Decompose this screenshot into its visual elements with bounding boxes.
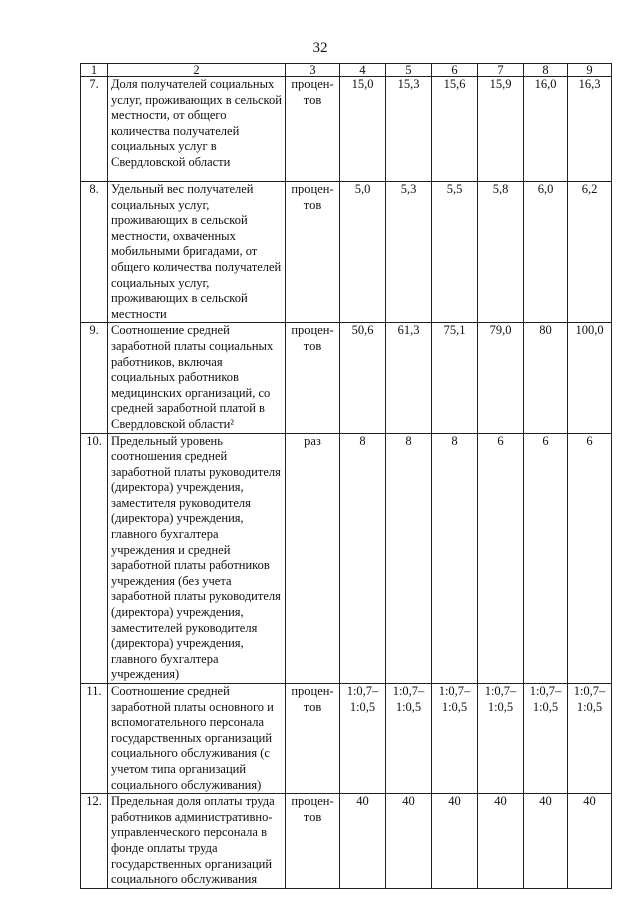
row-number: 8. bbox=[81, 182, 108, 323]
table-row bbox=[81, 794, 612, 889]
value-cell: 79,0 bbox=[478, 323, 524, 433]
table-row bbox=[81, 77, 612, 182]
value-cell: 40 bbox=[340, 794, 386, 889]
unit-cell: процен-тов bbox=[286, 182, 340, 323]
value-cell: 1:0,7– 1:0,5 bbox=[432, 684, 478, 794]
value-cell: 6,0 bbox=[524, 182, 568, 323]
value-cell: 15,9 bbox=[478, 77, 524, 182]
page-number: 32 bbox=[312, 40, 328, 56]
column-header: 7 bbox=[478, 64, 524, 77]
value-cell: 61,3 bbox=[386, 323, 432, 433]
value-cell: 6 bbox=[478, 433, 524, 684]
value-cell: 8 bbox=[386, 433, 432, 684]
value-cell: 1:0,7– 1:0,5 bbox=[568, 684, 612, 794]
value-cell: 5,8 bbox=[478, 182, 524, 323]
row-number: 7. bbox=[81, 77, 108, 182]
value-cell: 1:0,7– 1:0,5 bbox=[478, 684, 524, 794]
value-cell: 75,1 bbox=[432, 323, 478, 433]
indicator-name: Предельная доля оплаты труда работников административно-управленческого персонала в фонде оплаты труда государственных организаций социального обслуживания bbox=[108, 794, 286, 889]
value-cell: 40 bbox=[478, 794, 524, 889]
column-header: 3 bbox=[286, 64, 340, 77]
value-cell: 8 bbox=[432, 433, 478, 684]
table-row bbox=[81, 433, 612, 684]
value-cell: 6 bbox=[568, 433, 612, 684]
value-cell: 1:0,7– 1:0,5 bbox=[386, 684, 432, 794]
indicator-name: Доля получателей социальных услуг, проживающих в сельской местности, от общего количества получателей социальных услуг в Свердловской области bbox=[108, 77, 286, 182]
value-cell: 5,0 bbox=[340, 182, 386, 323]
value-cell: 15,6 bbox=[432, 77, 478, 182]
value-cell: 15,3 bbox=[386, 77, 432, 182]
column-header: 4 bbox=[340, 64, 386, 77]
value-cell: 5,3 bbox=[386, 182, 432, 323]
value-cell: 16,3 bbox=[568, 77, 612, 182]
value-cell: 6,2 bbox=[568, 182, 612, 323]
value-cell: 5,5 bbox=[432, 182, 478, 323]
indicator-name: Соотношение средней заработной платы социальных работников, включая социальных работников медицинских организаций, со средней заработной платой в Свердловской области² bbox=[108, 323, 286, 433]
column-header: 6 bbox=[432, 64, 478, 77]
value-cell: 16,0 bbox=[524, 77, 568, 182]
row-number: 11. bbox=[81, 684, 108, 794]
value-cell: 1:0,7– 1:0,5 bbox=[340, 684, 386, 794]
indicator-name: Удельный вес получателей социальных услуг, проживающих в сельской местности, охваченных мобильными бригадами, от общего количества получателей социальных услуг, проживающих в сельской местности bbox=[108, 182, 286, 323]
value-cell: 40 bbox=[432, 794, 478, 889]
row-number: 10. bbox=[81, 433, 108, 684]
column-header: 5 bbox=[386, 64, 432, 77]
indicators-table bbox=[80, 63, 612, 889]
value-cell: 1:0,7– 1:0,5 bbox=[524, 684, 568, 794]
value-cell: 50,6 bbox=[340, 323, 386, 433]
table-row bbox=[81, 684, 612, 794]
unit-cell: раз bbox=[286, 433, 340, 684]
unit-cell: процен-тов bbox=[286, 77, 340, 182]
header-row bbox=[81, 64, 612, 77]
row-number: 12. bbox=[81, 794, 108, 889]
value-cell: 40 bbox=[524, 794, 568, 889]
column-header: 8 bbox=[524, 64, 568, 77]
unit-cell: процен-тов bbox=[286, 794, 340, 889]
unit-cell: процен-тов bbox=[286, 323, 340, 433]
indicator-name: Предельный уровень соотношения средней заработной платы руководителя (директора) учреждения, заместителя руководителя (директора) учреждения, главного бухгалтера учреждения и средней заработной платы работников учреждения (без учета заработной платы руководителя (директора) учреждения, заместителей руководителя (директора) учреждения, главного бухгалтера учреждения) bbox=[108, 433, 286, 684]
row-number: 9. bbox=[81, 323, 108, 433]
value-cell: 40 bbox=[568, 794, 612, 889]
column-header: 1 bbox=[81, 64, 108, 77]
value-cell: 6 bbox=[524, 433, 568, 684]
column-header: 2 bbox=[108, 64, 286, 77]
value-cell: 100,0 bbox=[568, 323, 612, 433]
value-cell: 8 bbox=[340, 433, 386, 684]
value-cell: 80 bbox=[524, 323, 568, 433]
value-cell: 40 bbox=[386, 794, 432, 889]
table-row bbox=[81, 323, 612, 433]
column-header: 9 bbox=[568, 64, 612, 77]
table-row bbox=[81, 182, 612, 323]
value-cell: 15,0 bbox=[340, 77, 386, 182]
indicator-name: Соотношение средней заработной платы основного и вспомогательного персонала государственных организаций социального обслуживания (с учетом типа организаций социального обслуживания) bbox=[108, 684, 286, 794]
unit-cell: процен-тов bbox=[286, 684, 340, 794]
